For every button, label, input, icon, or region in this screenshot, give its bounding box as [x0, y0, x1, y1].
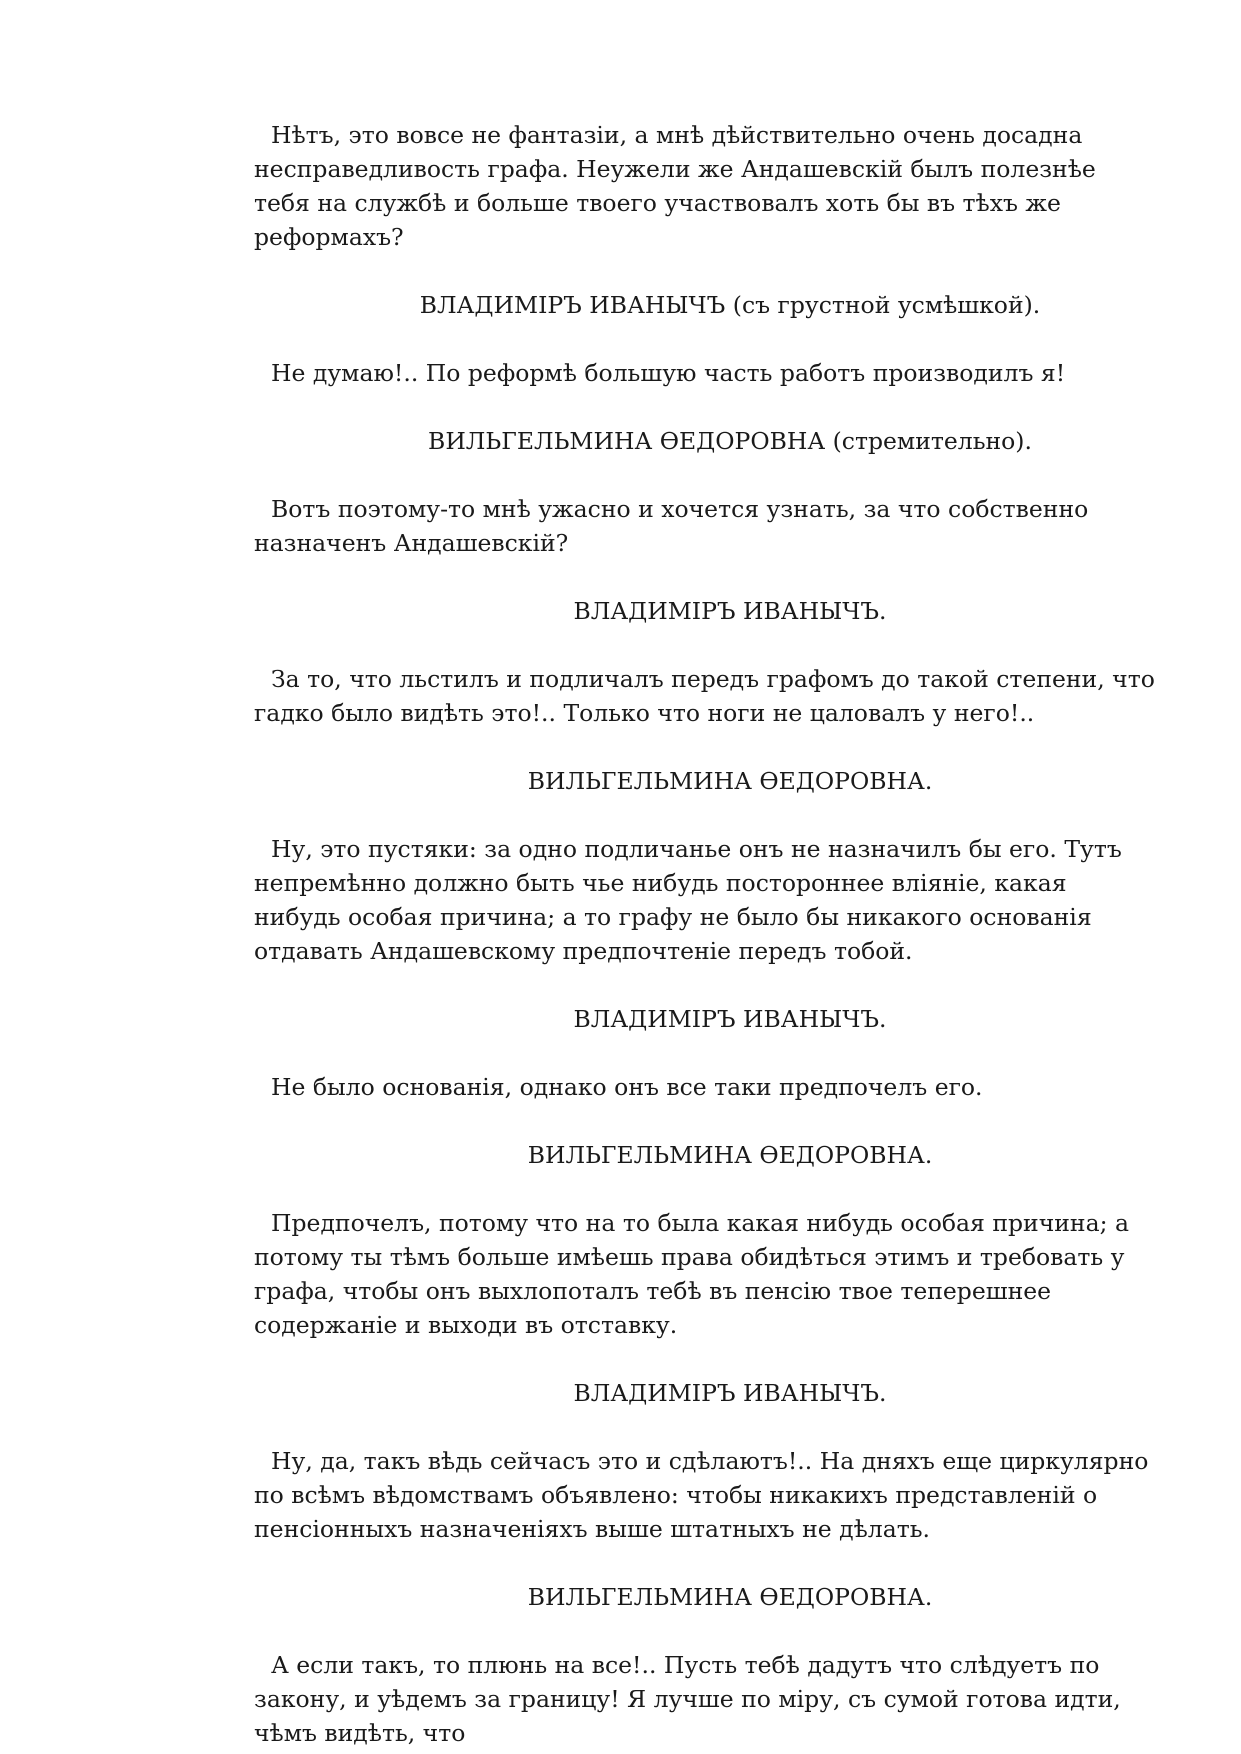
speech-paragraph: Вотъ поэтому-то мнѣ ужасно и хочется узнать, за что собственно назначенъ Андашевскій? [254, 495, 1089, 557]
speaker-heading [254, 424, 1158, 458]
speech-paragraph: Предпочелъ, потому что на то была какая нибудь особая причина; а потому ты тѣмъ больше имѣешь права обидѣться этимъ и требовать у графа, чтобы онъ выхлопоталъ тебѣ въ пенсію твое теперешнее содержаніе и выходи въ отставку. [254, 1209, 1129, 1339]
speaker-heading [254, 594, 1158, 628]
speaker-name: ВЛАДИМІРЪ ИВАНЫЧЪ. [573, 1005, 887, 1033]
speech-paragraph: Нѣтъ, это вовсе не фантазіи, а мнѣ дѣйствительно очень досадна несправедливость графа. Неужели же Андашевскій былъ полезнѣе тебя на службѣ и больше твоего участвовалъ хоть бы въ тѣхъ же реформахъ? [254, 121, 1096, 251]
stage-direction: (стремительно). [825, 427, 1032, 455]
play-text [254, 118, 1158, 1750]
speech-paragraph: Ну, да, такъ вѣдь сейчасъ это и сдѣлаютъ!.. На дняхъ еще циркулярно по всѣмъ вѣдомствамъ объявлено: чтобы никакихъ представленій о пенсіонныхъ назначеніяхъ выше штатныхъ не дѣлать. [254, 1447, 1149, 1543]
stage-direction: (съ грустной усмѣшкой). [725, 291, 1041, 319]
speech-paragraph: Не думаю!.. По реформѣ большую часть работъ производилъ я! [271, 359, 1066, 387]
speech-paragraph: А если такъ, то плюнь на все!.. Пусть тебѣ дадутъ что слѣдуетъ по закону, и уѣдемъ за границу! Я лучше по міру, съ сумой готова идти, чѣмъ видѣть, что [254, 1651, 1121, 1747]
speech-paragraph: Ну, это пустяки: за одно подличанье онъ не назначилъ бы его. Тутъ непремѣнно должно быть чье нибудь постороннее вліяніе, какая нибудь особая причина; а то графу не было бы никакого основанія отдавать Андашевскому предпочтеніе передъ тобой. [254, 835, 1122, 965]
speaker-name: ВИЛЬГЕЛЬМИНА ѲЕДОРОВНА. [527, 1583, 933, 1611]
speaker-name: ВЛАДИМІРЪ ИВАНЫЧЪ. [573, 1379, 887, 1407]
speaker-name: ВЛАДИМІРЪ ИВАНЫЧЪ. [573, 597, 887, 625]
speech-paragraph: За то, что льстилъ и подличалъ передъ графомъ до такой степени, что гадко было видѣть это!.. Только что ноги не цаловалъ у него!.. [254, 665, 1155, 727]
speaker-heading [254, 1002, 1158, 1036]
speaker-heading [254, 1138, 1158, 1172]
speaker-heading [254, 288, 1158, 322]
speaker-heading [254, 1376, 1158, 1410]
speaker-name: ВЛАДИМІРЪ ИВАНЫЧЪ [419, 291, 726, 319]
speaker-name: ВИЛЬГЕЛЬМИНА ѲЕДОРОВНА. [527, 767, 933, 795]
speaker-name: ВИЛЬГЕЛЬМИНА ѲЕДОРОВНА. [527, 1141, 933, 1169]
speech-paragraph: Не было основанія, однако онъ все таки предпочелъ его. [271, 1073, 983, 1101]
speaker-name: ВИЛЬГЕЛЬМИНА ѲЕДОРОВНА [428, 427, 826, 455]
speaker-heading [254, 764, 1158, 798]
speaker-heading [254, 1580, 1158, 1614]
